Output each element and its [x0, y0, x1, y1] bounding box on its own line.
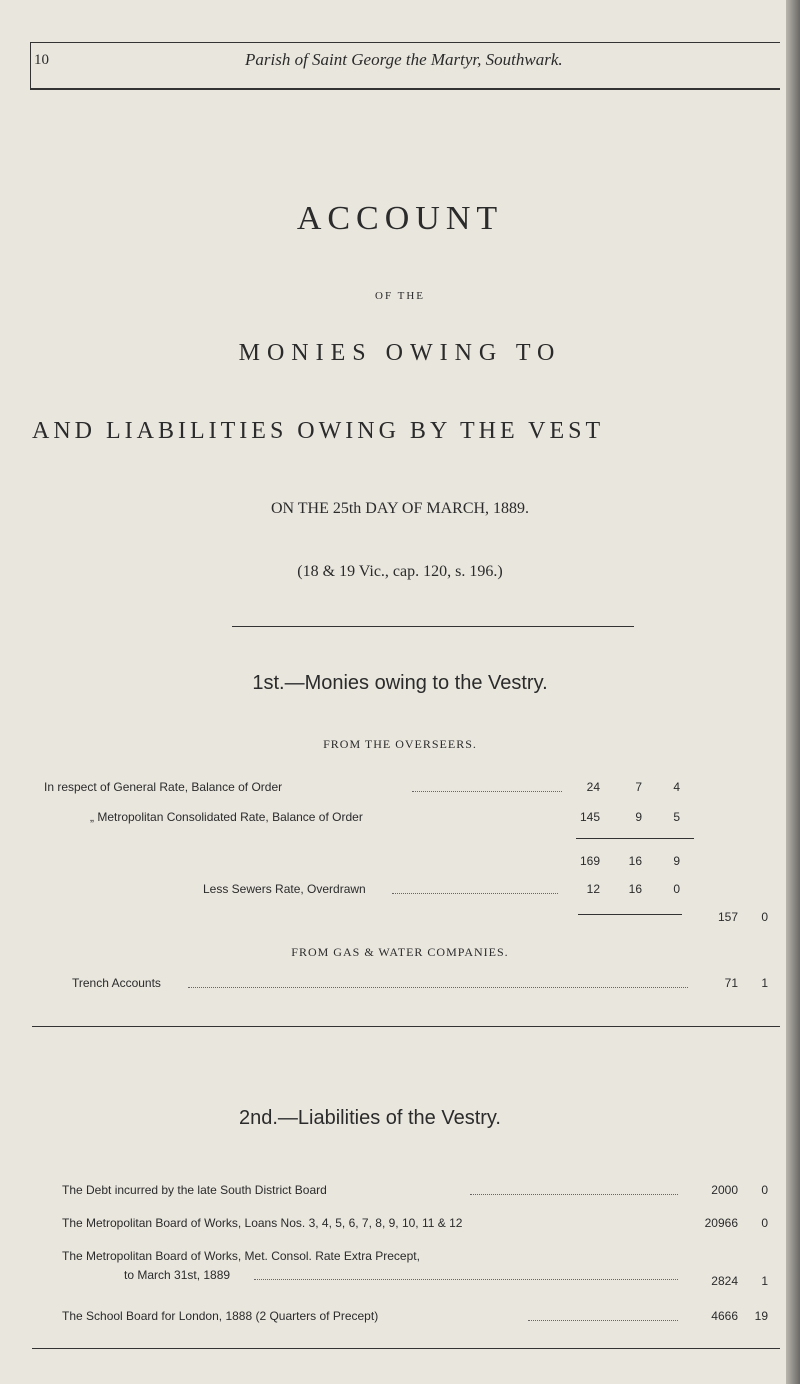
- header-rule-left: [30, 42, 31, 88]
- section2-heading: 2nd.—Liabilities of the Vestry.: [239, 1107, 501, 1129]
- less-sewers-shillings: 16: [628, 882, 642, 896]
- page-number: 10: [34, 52, 49, 68]
- header-rule-bottom: [30, 88, 780, 90]
- met-board-precept-shillings: 1: [761, 1274, 768, 1288]
- metropolitan-rate-label: „ Metropolitan Consolidated Rate, Balance of Order: [90, 810, 363, 824]
- leader-dots: [470, 1194, 678, 1195]
- subtotal-rule: [576, 838, 694, 839]
- subtotal-shillings: 16: [628, 854, 642, 868]
- school-board-shillings: 19: [754, 1309, 768, 1323]
- trench-accounts-shillings: 1: [761, 976, 768, 990]
- met-board-precept-pounds: 2824: [711, 1274, 738, 1288]
- subtotal-pounds: 169: [579, 854, 600, 868]
- subtotal-pence: 9: [673, 854, 680, 868]
- gas-water-heading: FROM GAS & WATER COMPANIES.: [291, 945, 509, 959]
- general-rate-pounds: 24: [586, 780, 600, 794]
- leader-dots: [188, 987, 688, 988]
- leader-dots: [254, 1279, 678, 1280]
- general-rate-shillings: 7: [635, 780, 642, 794]
- title-rule: [232, 626, 634, 627]
- leader-dots: [528, 1320, 678, 1321]
- section-divider: [32, 1026, 780, 1027]
- act-reference: (18 & 19 Vic., cap. 120, s. 196.): [297, 563, 503, 580]
- account-date: ON THE 25th DAY OF MARCH, 1889.: [270, 500, 530, 517]
- trench-accounts-label: Trench Accounts: [72, 976, 161, 990]
- less-sewers-label: Less Sewers Rate, Overdrawn: [203, 882, 366, 896]
- metropolitan-rate-pence: 5: [673, 810, 680, 824]
- met-board-loans-label: The Metropolitan Board of Works, Loans Nos. 3, 4, 5, 6, 7, 8, 9, 10, 11 & 12: [62, 1216, 463, 1230]
- overseers-total-pounds: 157: [717, 910, 738, 924]
- school-board-pounds: 4666: [711, 1309, 738, 1323]
- met-board-precept-label: The Metropolitan Board of Works, Met. Consol. Rate Extra Precept,: [62, 1249, 420, 1263]
- account-heading: ACCOUNT: [296, 200, 504, 237]
- section1-heading: 1st.—Monies owing to the Vestry.: [252, 672, 548, 694]
- total-rule: [578, 914, 682, 915]
- leader-dots: [392, 893, 558, 894]
- south-district-debt-pounds: 2000: [711, 1183, 738, 1197]
- overseers-total-shillings: 0: [761, 910, 768, 924]
- south-district-debt-shillings: 0: [761, 1183, 768, 1197]
- south-district-debt-label: The Debt incurred by the late South District Board: [62, 1183, 327, 1197]
- header-rule-top: [30, 42, 780, 43]
- less-sewers-pence: 0: [673, 882, 680, 896]
- liabilities-heading: AND LIABILITIES OWING BY THE VEST: [32, 418, 605, 444]
- general-rate-pence: 4: [673, 780, 680, 794]
- general-rate-label: In respect of General Rate, Balance of Order: [44, 780, 283, 794]
- overseers-heading: FROM THE OVERSEERS.: [323, 737, 477, 751]
- met-board-precept-label-cont: to March 31st, 1889: [124, 1268, 231, 1282]
- less-sewers-pounds: 12: [586, 882, 600, 896]
- monies-owing-heading: MONIES OWING TO: [238, 340, 562, 366]
- school-board-label: The School Board for London, 1888 (2 Quarters of Precept): [62, 1309, 379, 1323]
- trench-accounts-pounds: 71: [724, 976, 738, 990]
- running-title: Parish of Saint George the Martyr, Southwark.: [245, 50, 563, 69]
- of-the-line: OF THE: [375, 290, 425, 302]
- metropolitan-rate-shillings: 9: [635, 810, 642, 824]
- bottom-rule: [32, 1348, 780, 1349]
- met-board-loans-shillings: 0: [761, 1216, 768, 1230]
- met-board-loans-pounds: 20966: [704, 1216, 738, 1230]
- leader-dots: [412, 791, 562, 792]
- metropolitan-rate-pounds: 145: [579, 810, 600, 824]
